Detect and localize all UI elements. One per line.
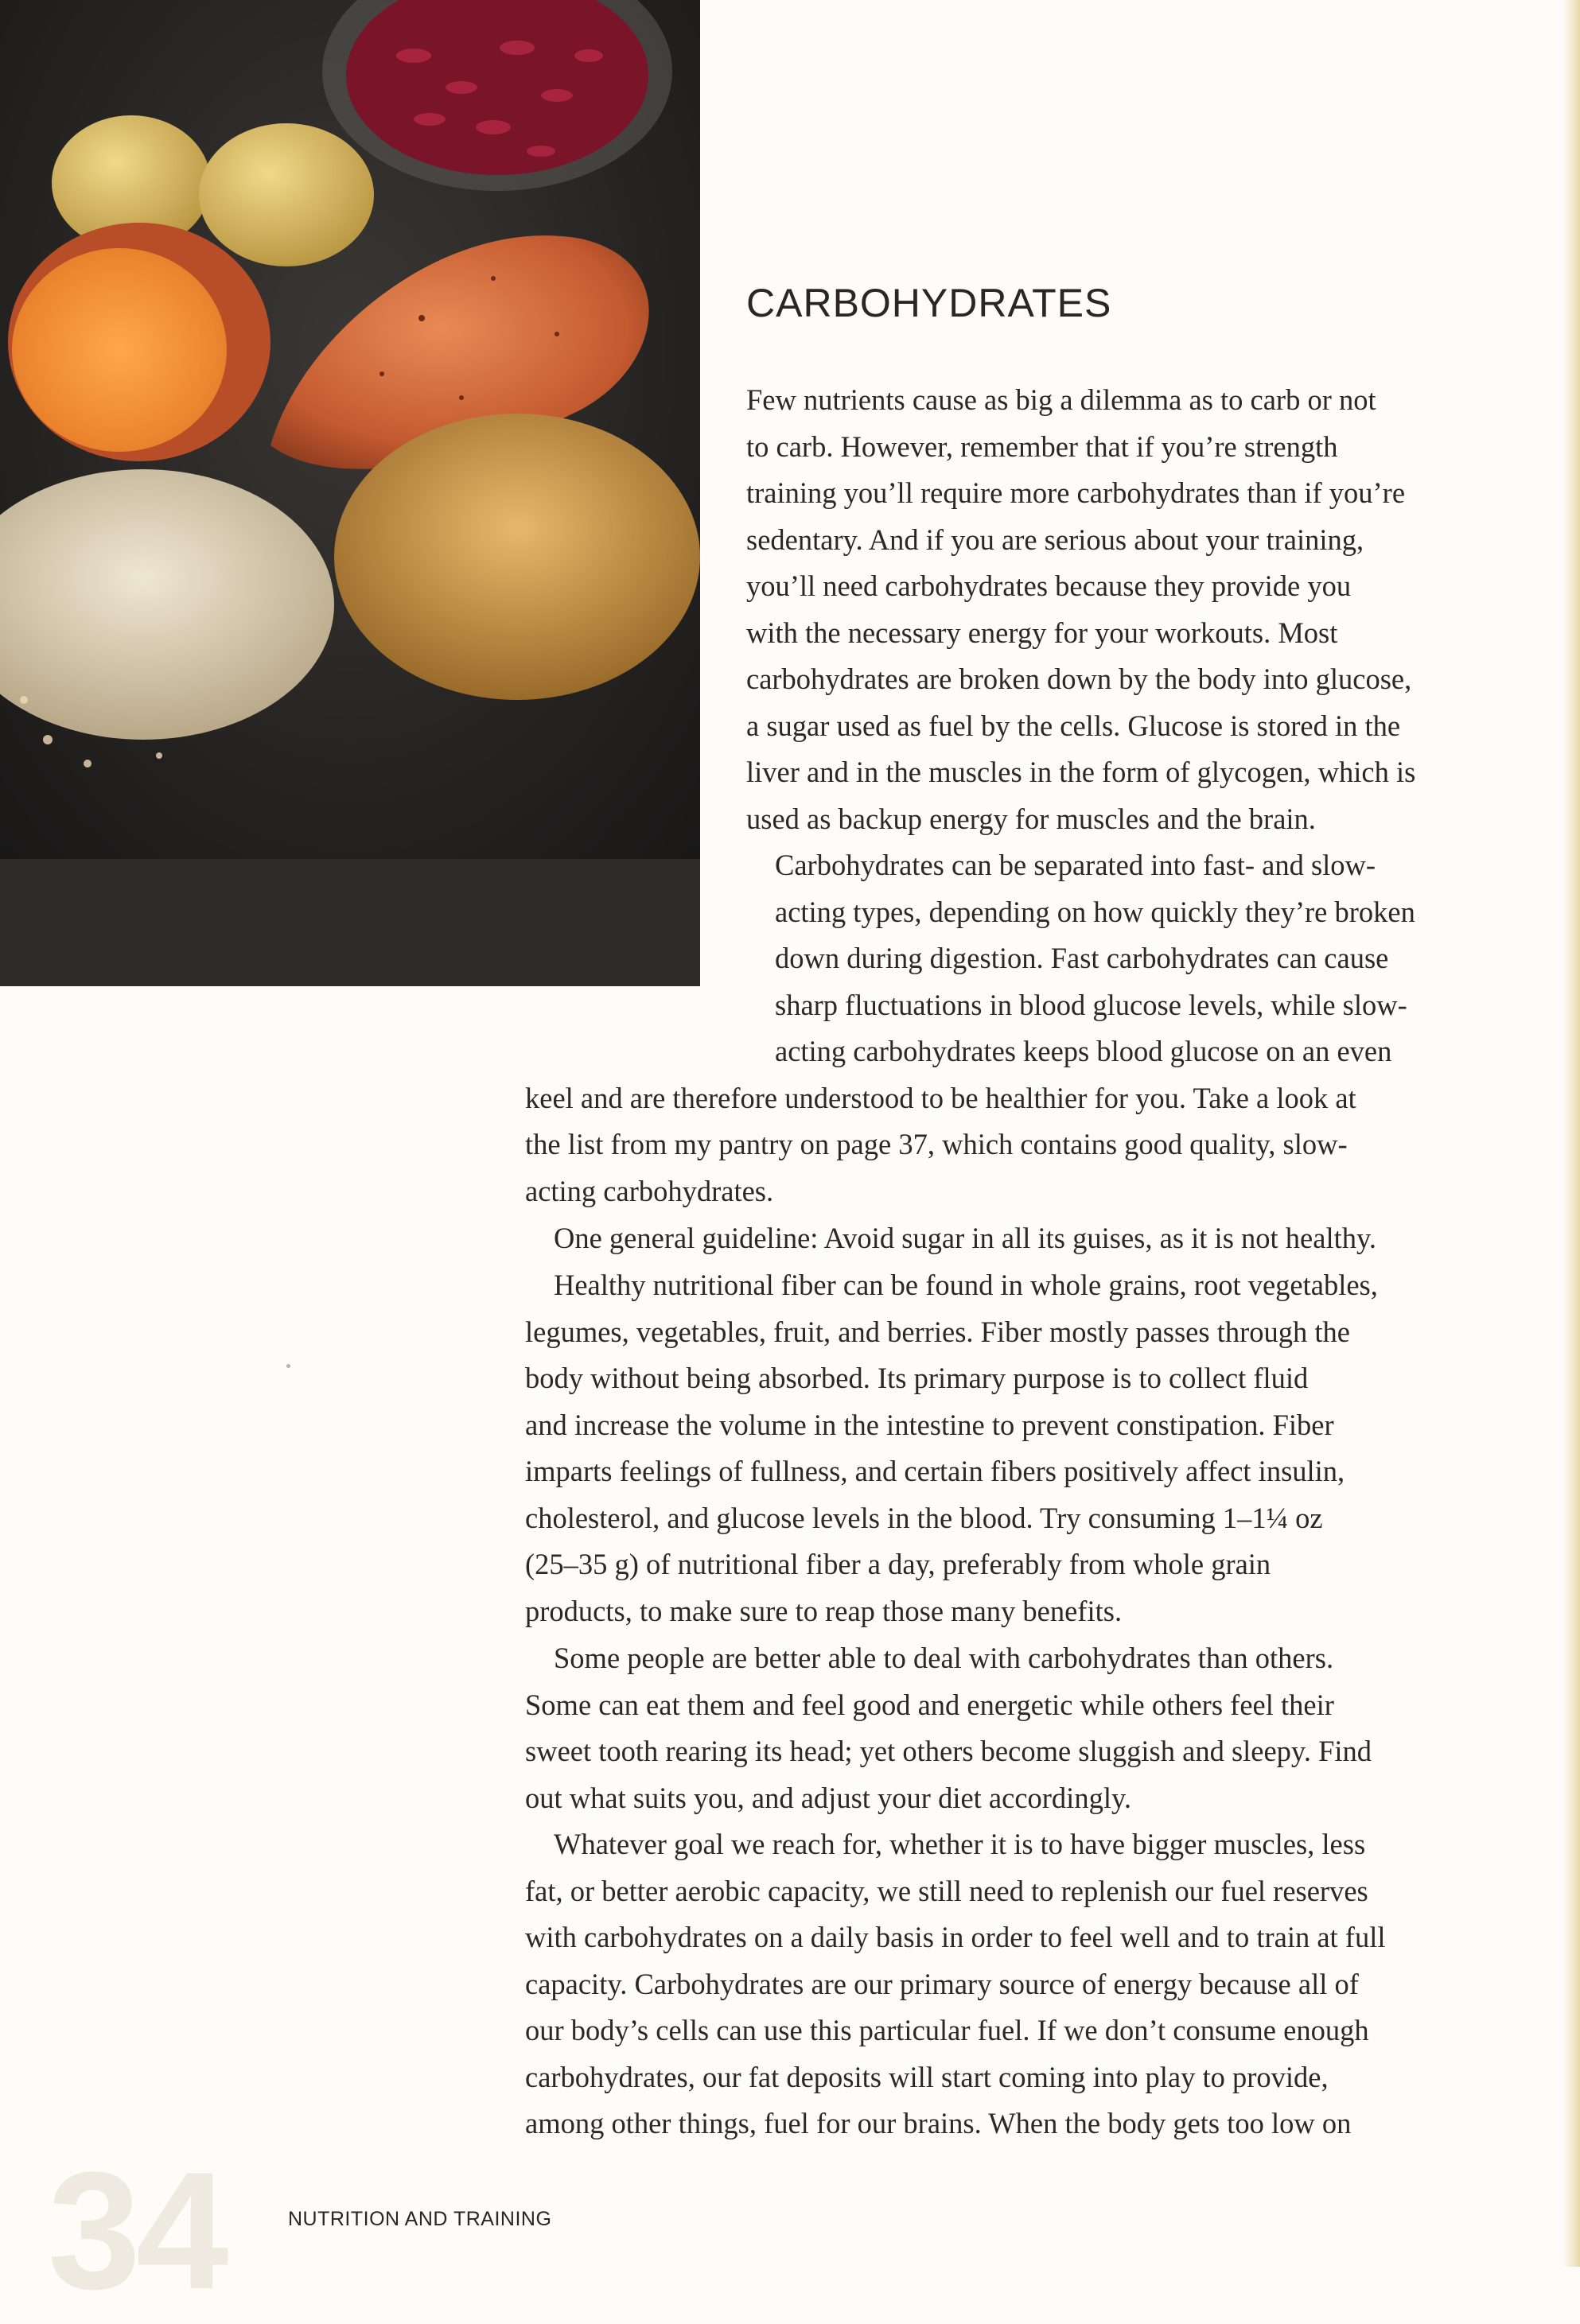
text-line: carbohydrates, our fat deposits will start coming into play to provide, xyxy=(525,2060,1329,2093)
paragraph-5 xyxy=(525,1635,1372,1821)
text-line: with carbohydrates on a daily basis in order to feel well and to train at full xyxy=(525,1921,1386,1953)
paragraph-1 xyxy=(746,377,1415,842)
text-line: among other things, fuel for our brains. When the body gets too low on xyxy=(525,2107,1352,2139)
text-line: capacity. Carbohydrates are our primary source of energy because all of xyxy=(525,1967,1359,2000)
text-line: Few nutrients cause as big a dilemma as to carb or not xyxy=(746,383,1376,416)
text-line: products, to make sure to reap those many benefits. xyxy=(525,1594,1123,1627)
text-line: sedentary. And if you are serious about your training, xyxy=(746,523,1364,556)
text-line: carbohydrates are broken down by the body into glucose, xyxy=(746,663,1412,695)
text-line: and increase the volume in the intestine to prevent constipation. Fiber xyxy=(525,1408,1334,1441)
text-line: with the necessary energy for your workouts. Most xyxy=(746,616,1338,649)
text-line: fat, or better aerobic capacity, we still need to replenish our fuel reserves xyxy=(525,1874,1368,1907)
section-heading: CARBOHYDRATES xyxy=(746,281,1112,325)
text-line: acting carbohydrates keeps blood glucose on an even xyxy=(775,1035,1392,1067)
text-line: you’ll need carbohydrates because they provide you xyxy=(746,569,1352,602)
text-line: down during digestion. Fast carbohydrates can cause xyxy=(775,942,1389,974)
text-line: Carbohydrates can be separated into fast- and slow- xyxy=(775,849,1376,881)
text-line: the list from my pantry on page 37, which contains good quality, slow- xyxy=(525,1128,1348,1160)
paper-speck xyxy=(286,1364,290,1368)
text-line: training you’ll require more carbohydrates than if you’re xyxy=(746,476,1406,509)
text-line: One general guideline: Avoid sugar in all its guises, as it is not healthy. xyxy=(554,1222,1376,1254)
food-photo xyxy=(0,0,700,986)
text-line: used as backup energy for muscles and the brain. xyxy=(746,802,1316,835)
text-line: our body’s cells can use this particular fuel. If we don’t consume enough xyxy=(525,2014,1369,2046)
text-line: out what suits you, and adjust your diet accordingly. xyxy=(525,1781,1131,1814)
text-line: (25–35 g) of nutritional fiber a day, preferably from whole grain xyxy=(525,1548,1271,1580)
text-line: imparts feelings of fullness, and certain fibers positively affect insulin, xyxy=(525,1455,1345,1487)
text-line: sweet tooth rearing its head; yet others become sluggish and sleepy. Find xyxy=(525,1735,1372,1767)
text-line: keel and are therefore understood to be healthier for you. Take a look at xyxy=(525,1081,1356,1114)
paragraph-4 xyxy=(525,1262,1378,1634)
paragraph-3 xyxy=(525,1215,1376,1262)
paragraph-2 xyxy=(525,842,1415,1214)
text-line: cholesterol, and glucose levels in the blood. Try consuming 1–1¼ oz xyxy=(525,1501,1323,1534)
text-line: a sugar used as fuel by the cells. Glucose is stored in the xyxy=(746,709,1401,742)
text-line: Some people are better able to deal with carbohydrates than others. xyxy=(554,1642,1334,1674)
text-line: Healthy nutritional fiber can be found in whole grains, root vegetables, xyxy=(554,1269,1378,1301)
text-line: liver and in the muscles in the form of glycogen, which is xyxy=(746,756,1416,788)
text-line: to carb. However, remember that if you’re strength xyxy=(746,429,1338,463)
text-line: acting types, depending on how quickly they’re broken xyxy=(775,895,1415,928)
page-edge xyxy=(1562,0,1580,2267)
running-head: NUTRITION AND TRAINING xyxy=(288,2208,552,2230)
paragraph-6 xyxy=(525,1821,1386,2147)
text-line: Some can eat them and feel good and energetic while others feel their xyxy=(525,1688,1334,1721)
text-line: Whatever goal we reach for, whether it is to have bigger muscles, less xyxy=(554,1828,1366,1860)
text-line: legumes, vegetables, fruit, and berries. Fiber mostly passes through the xyxy=(525,1315,1350,1348)
text-line: acting carbohydrates. xyxy=(525,1174,774,1207)
page-number: 34 xyxy=(48,2137,224,2324)
text-line: body without being absorbed. Its primary purpose is to collect fluid xyxy=(525,1362,1309,1394)
text-line: sharp fluctuations in blood glucose levels, while slow- xyxy=(775,988,1407,1021)
